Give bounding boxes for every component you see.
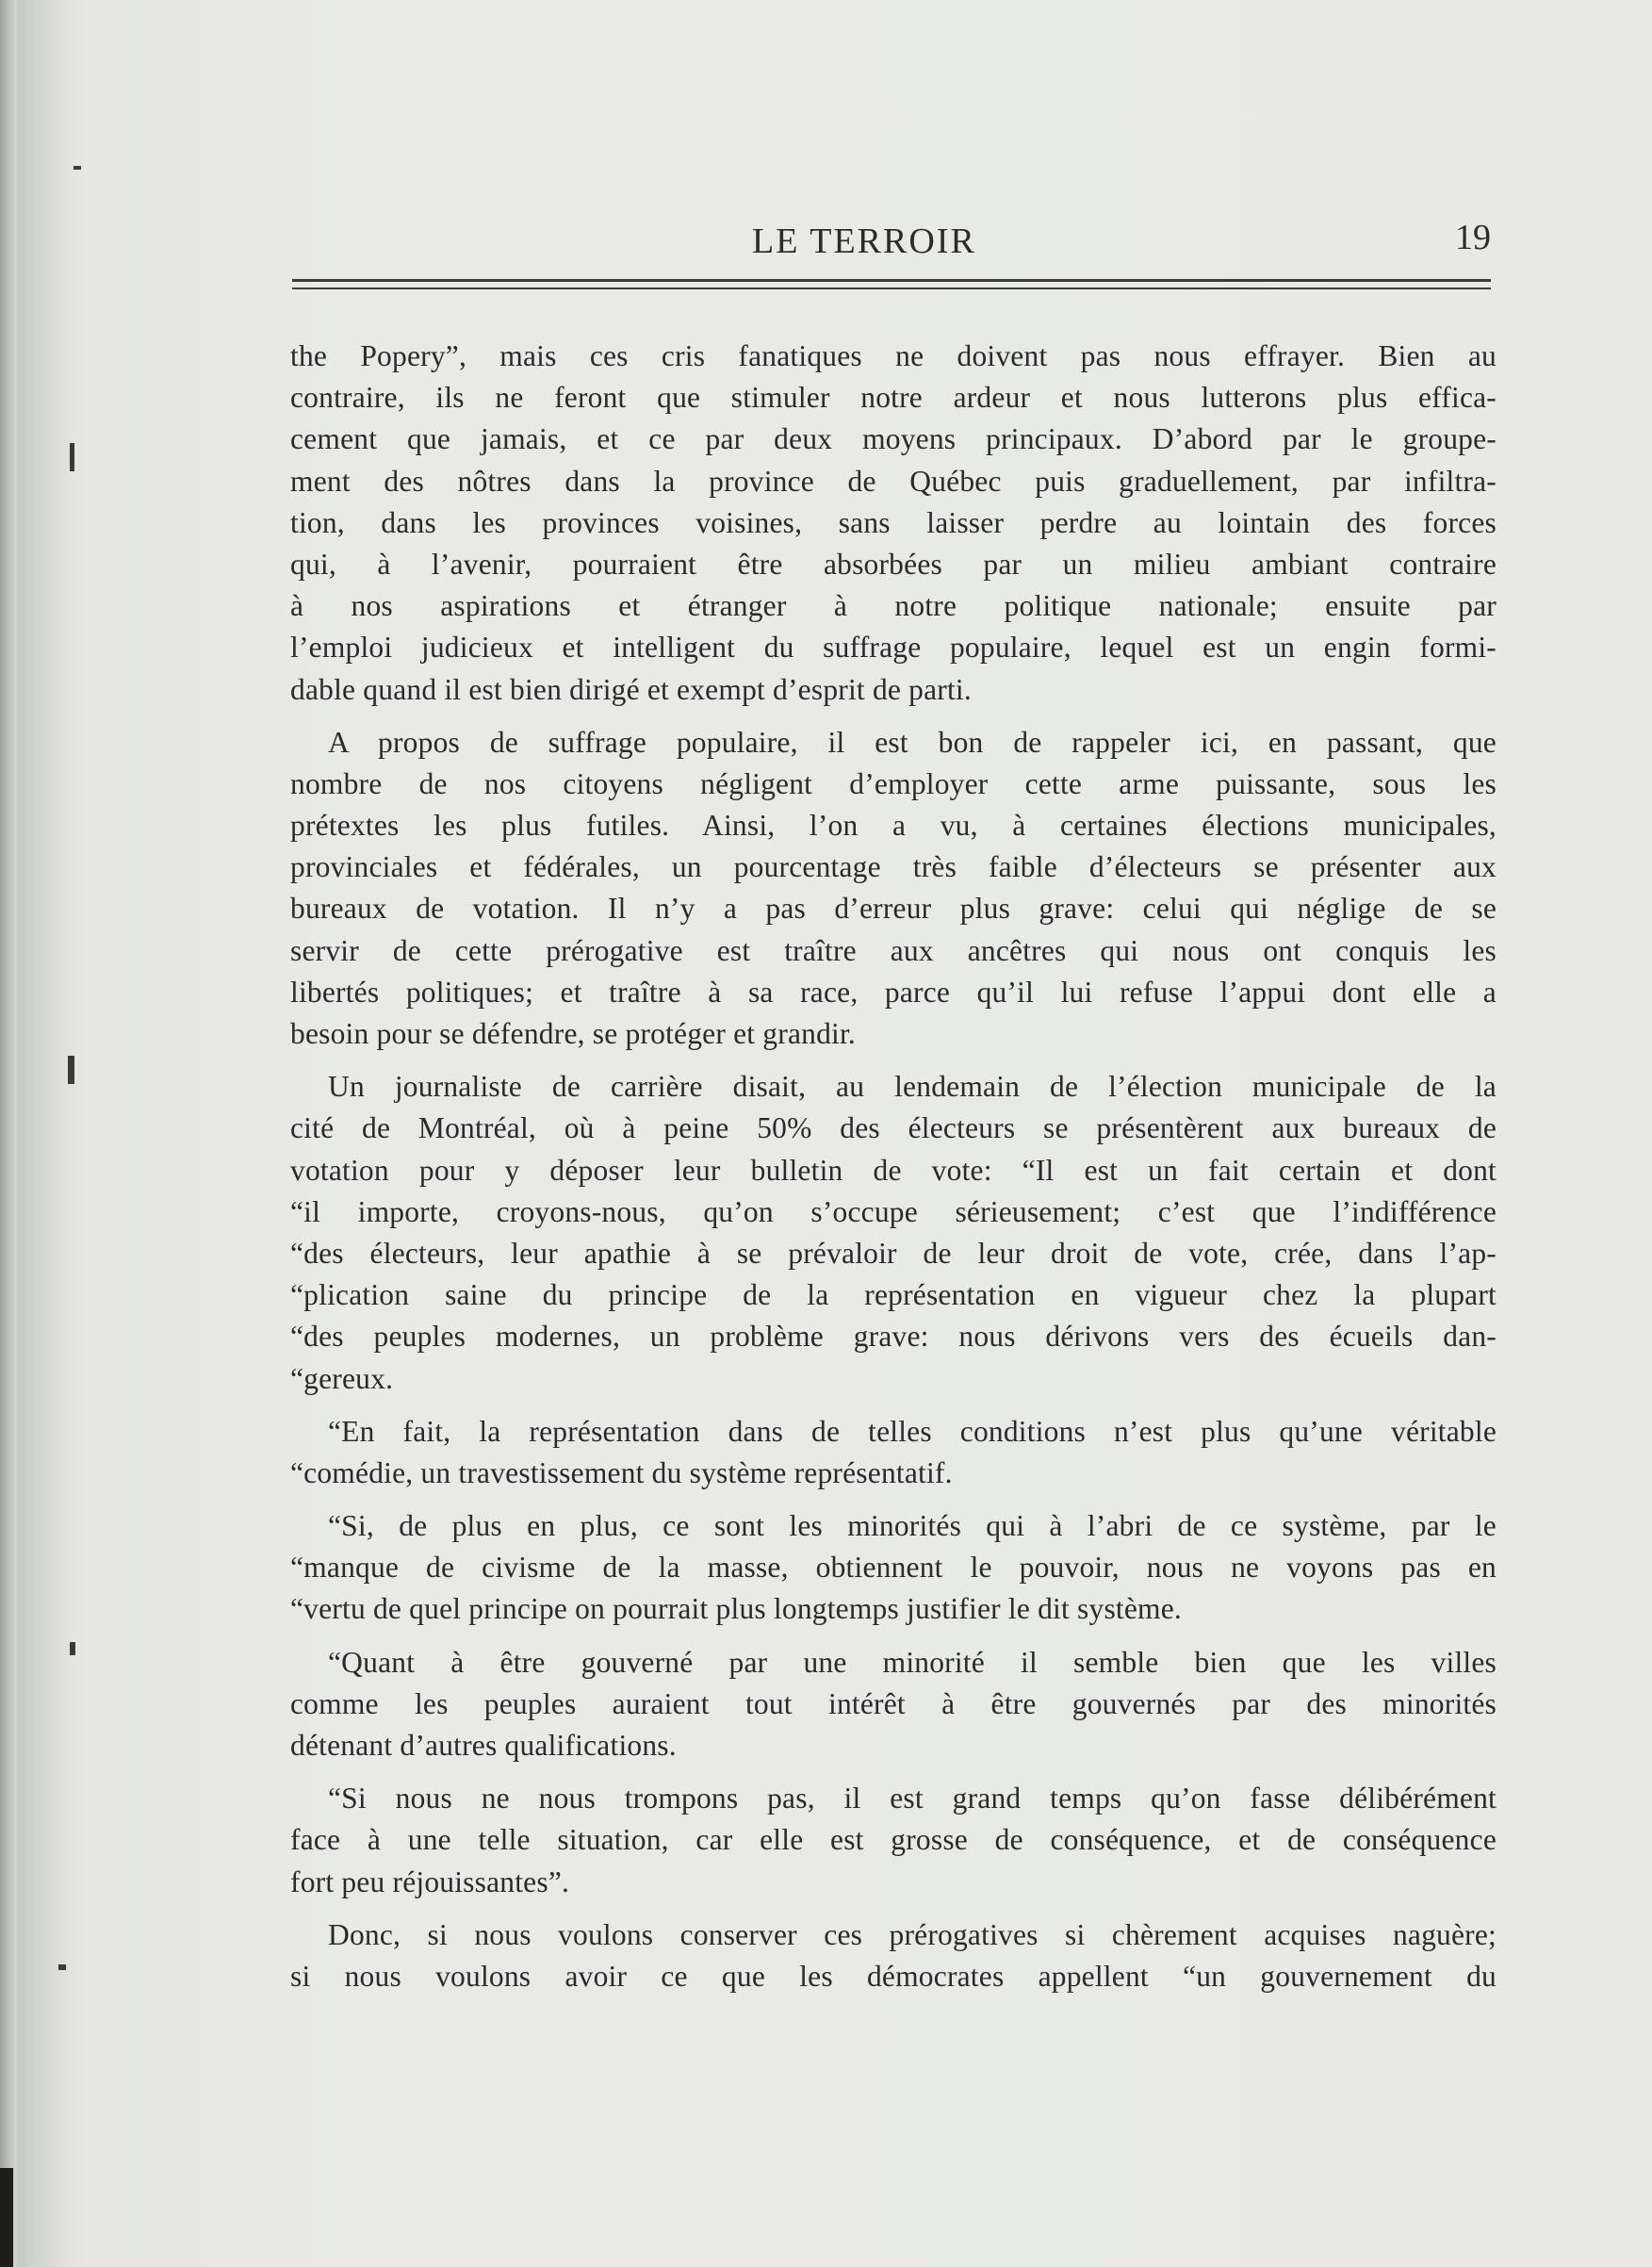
text-line: nombre de nos citoyens négligent d’employer cette arme puissante, sous les bbox=[290, 766, 1497, 800]
text-line: prétextes les plus futiles. Ainsi, l’on a vu, à certaines élections municipales, bbox=[290, 809, 1497, 843]
gutter-mark bbox=[58, 1964, 66, 1970]
paragraph bbox=[290, 1914, 1497, 1997]
text-line: si nous voulons avoir ce que les démocrates appellent “un gouvernement du bbox=[290, 1959, 1497, 1993]
body-text bbox=[290, 336, 1497, 1997]
page-header bbox=[292, 213, 1491, 270]
text-line: A propos de suffrage populaire, il est bon de rappeler ici, en passant, que bbox=[328, 725, 1497, 759]
text-line: provinciales et fédérales, un pourcentage très faible d’électeurs se présenter aux bbox=[290, 850, 1497, 884]
text-line: besoin pour se défendre, se protéger et grandir. bbox=[290, 1017, 857, 1050]
page-gutter-shadow bbox=[17, 0, 74, 2267]
text-line: face à une telle situation, car elle est grosse de conséquence, et de conséquence bbox=[290, 1823, 1497, 1857]
gutter-mark bbox=[74, 166, 81, 170]
paragraph bbox=[290, 336, 1497, 711]
paragraph bbox=[290, 722, 1497, 1056]
text-line: fort peu réjouissantes”. bbox=[290, 1865, 570, 1898]
text-line: qui, à l’avenir, pourraient être absorbées par un milieu ambiant contraire bbox=[290, 547, 1497, 581]
text-line: servir de cette prérogative est traître aux ancêtres qui nous ont conquis les bbox=[290, 933, 1497, 967]
text-line: “plication saine du principe de la représentation en vigueur chez la plupart bbox=[290, 1278, 1497, 1312]
text-line: cement que jamais, et ce par deux moyens principaux. D’abord par le groupe- bbox=[290, 422, 1497, 456]
text-line: “des peuples modernes, un problème grave: nous dérivons vers des écueils dan- bbox=[290, 1320, 1497, 1354]
paragraph bbox=[290, 1505, 1497, 1631]
text-line: Un journaliste de carrière disait, au lendemain de l’élection municipale de la bbox=[328, 1070, 1497, 1104]
text-line: “Si nous ne nous trompons pas, il est grand temps qu’on fasse délibérément bbox=[328, 1782, 1497, 1815]
text-line: ment des nôtres dans la province de Québec puis graduellement, par infiltra- bbox=[290, 464, 1497, 498]
running-title: LE TERROIR bbox=[752, 222, 976, 261]
paragraph bbox=[290, 1778, 1497, 1903]
binding-shadow bbox=[0, 2168, 13, 2267]
text-line: “des électeurs, leur apathie à se prévaloir de leur droit de vote, crée, dans l’ap- bbox=[290, 1236, 1497, 1270]
text-line: à nos aspirations et étranger à notre politique nationale; ensuite par bbox=[290, 589, 1497, 623]
gutter-mark bbox=[70, 443, 74, 471]
text-line: the Popery”, mais ces cris fanatiques ne doivent pas nous effrayer. Bien au bbox=[290, 339, 1497, 372]
text-line: “gereux. bbox=[290, 1361, 394, 1395]
text-line: “En fait, la représentation dans de telles conditions n’est plus qu’une véritable bbox=[328, 1414, 1497, 1448]
text-line: libertés politiques; et traître à sa race, parce qu’il lui refuse l’appui dont elle a bbox=[290, 975, 1497, 1009]
text-line: “Si, de plus en plus, ce sont les minorités qui à l’abri de ce système, par le bbox=[328, 1509, 1497, 1543]
text-line: cité de Montréal, où à peine 50% des électeurs se présentèrent aux bureaux de bbox=[290, 1111, 1497, 1145]
text-line: “comédie, un travestissement du système représentatif. bbox=[290, 1455, 953, 1489]
paragraph bbox=[290, 1066, 1497, 1400]
text-line: “manque de civisme de la masse, obtiennent le pouvoir, nous ne voyons pas en bbox=[290, 1551, 1497, 1585]
text-line: dable quand il est bien dirigé et exempt d’esprit de parti. bbox=[290, 672, 972, 706]
paragraph bbox=[290, 1642, 1497, 1767]
text-line: l’emploi judicieux et intelligent du suffrage populaire, lequel est un engin formi- bbox=[290, 631, 1497, 665]
text-line: “il importe, croyons-nous, qu’on s’occupe sérieusement; c’est que l’indifférence bbox=[290, 1194, 1497, 1228]
text-line: détenant d’autres qualifications. bbox=[290, 1729, 677, 1762]
gutter-mark bbox=[70, 1642, 75, 1655]
binding-edge bbox=[0, 0, 17, 2267]
text-line: “Quant à être gouverné par une minorité il semble bien que les villes bbox=[328, 1645, 1497, 1679]
header-rule-bottom bbox=[292, 287, 1491, 289]
header-rule-top bbox=[292, 279, 1491, 282]
text-line: comme les peuples auraient tout intérêt à être gouvernés par des minorités bbox=[290, 1686, 1497, 1720]
page-number: 19 bbox=[1455, 218, 1491, 257]
text-line: votation pour y déposer leur bulletin de vote: “Il est un fait certain et dont bbox=[290, 1153, 1497, 1187]
gutter-mark bbox=[68, 1056, 74, 1084]
text-line: bureaux de votation. Il n’y a pas d’erreur plus grave: celui qui néglige de se bbox=[290, 892, 1497, 926]
text-line: “vertu de quel principe on pourrait plus longtemps justifier le dit système. bbox=[290, 1592, 1182, 1626]
paragraph bbox=[290, 1411, 1497, 1494]
text-line: contraire, ils ne feront que stimuler notre ardeur et nous lutterons plus effica- bbox=[290, 381, 1497, 415]
text-line: tion, dans les provinces voisines, sans laisser perdre au lointain des forces bbox=[290, 505, 1497, 539]
text-line: Donc, si nous voulons conserver ces prérogatives si chèrement acquises naguère; bbox=[328, 1917, 1497, 1951]
